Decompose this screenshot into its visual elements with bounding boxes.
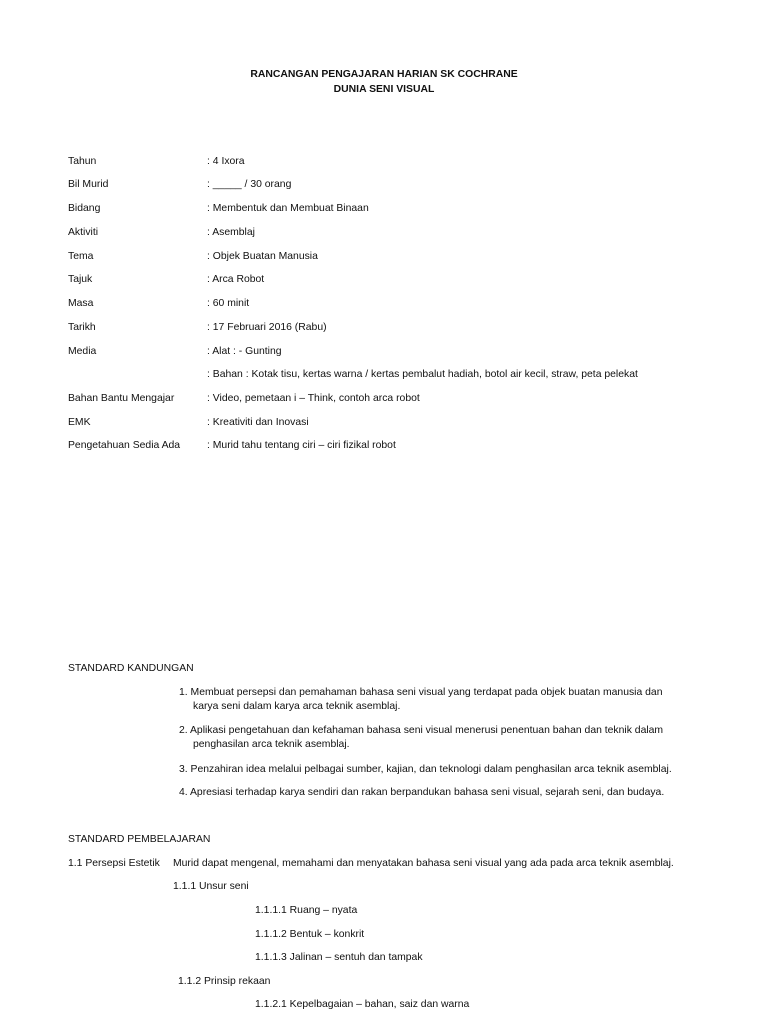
info-value-aktiviti: : Asemblaj [207, 227, 255, 238]
info-label-media: Media [68, 346, 97, 357]
info-value-pengetahuan: : Murid tahu tentang ciri – ciri fizikal robot [207, 440, 396, 451]
standard-1-1-1-1: 1.1.1.1 Ruang – nyata [255, 905, 358, 916]
document-title: RANCANGAN PENGAJARAN HARIAN SK COCHRANE [250, 69, 518, 80]
info-label-bidang: Bidang [68, 203, 101, 214]
info-value-masa: : 60 minit [207, 298, 250, 309]
info-label-bil-murid: Bil Murid [68, 179, 109, 190]
info-label-aktiviti: Aktiviti [68, 227, 99, 238]
info-value-bidang: : Membentuk dan Membuat Binaan [207, 203, 369, 214]
section-heading: STANDARD PEMBELAJARAN [68, 834, 211, 845]
document-subtitle: DUNIA SENI VISUAL [333, 84, 435, 95]
info-label-tajuk: Tajuk [68, 274, 93, 285]
info-value-emk: : Kreativiti dan Inovasi [207, 417, 309, 428]
info-value-bahan: : Bahan : Kotak tisu, kertas warna / kertas pembalut hadiah, botol air kecil, straw, peta pelekat [207, 369, 638, 380]
info-label-emk: EMK [68, 417, 91, 428]
list-item: 2. Aplikasi pengetahuan dan kefahaman bahasa seni visual menerusi penentuan bahan dan teknik dalam [179, 725, 664, 736]
info-value-media: : Alat : - Gunting [207, 346, 282, 357]
list-item: 3. Penzahiran idea melalui pelbagai sumber, kajian, dan teknologi dalam penghasilan arca teknik asemblaj. [179, 764, 672, 775]
info-label-masa: Masa [68, 298, 94, 309]
info-value-tarikh: : 17 Februari 2016 (Rabu) [207, 322, 327, 333]
list-item-continuation: karya seni dalam karya arca teknik asemblaj. [193, 701, 401, 712]
info-value-bbm: : Video, pemetaan i – Think, contoh arca robot [207, 393, 420, 404]
standard-1-1-2: 1.1.2 Prinsip rekaan [178, 976, 271, 987]
info-label-tema: Tema [68, 251, 94, 262]
info-label-pengetahuan: Pengetahuan Sedia Ada [68, 440, 181, 451]
list-item: 1. Membuat persepsi dan pemahaman bahasa seni visual yang terdapat pada objek buatan manusia dan [179, 687, 663, 698]
standard-1-1-1-2: 1.1.1.2 Bentuk – konkrit [255, 929, 365, 940]
list-item: 4. Apresiasi terhadap karya sendiri dan rakan berpandukan bahasa seni visual, sejarah seni, dan budaya. [179, 787, 665, 798]
section-heading: STANDARD KANDUNGAN [68, 663, 194, 674]
info-value-bil-murid: : _____ / 30 orang [207, 179, 292, 190]
info-value-tema: : Objek Buatan Manusia [207, 251, 318, 262]
standard-1-1-text: Murid dapat mengenal, memahami dan menyatakan bahasa seni visual yang ada pada arca teknik asemblaj. [173, 858, 674, 869]
standard-1-1-1: 1.1.1 Unsur seni [173, 881, 249, 892]
standard-1-1-1-3: 1.1.1.3 Jalinan – sentuh dan tampak [255, 952, 423, 963]
standard-1-1-2-1: 1.1.2.1 Kepelbagaian – bahan, saiz dan warna [255, 999, 470, 1010]
info-label-bbm: Bahan Bantu Mengajar [68, 393, 175, 404]
list-item-continuation: penghasilan arca teknik asemblaj. [193, 739, 350, 750]
info-label-tahun: Tahun [68, 156, 97, 167]
standard-1-1-label: 1.1 Persepsi Estetik [68, 858, 160, 869]
info-label-tarikh: Tarikh [68, 322, 96, 333]
info-value-tahun: : 4 Ixora [207, 156, 245, 167]
info-value-tajuk: : Arca Robot [207, 274, 265, 285]
